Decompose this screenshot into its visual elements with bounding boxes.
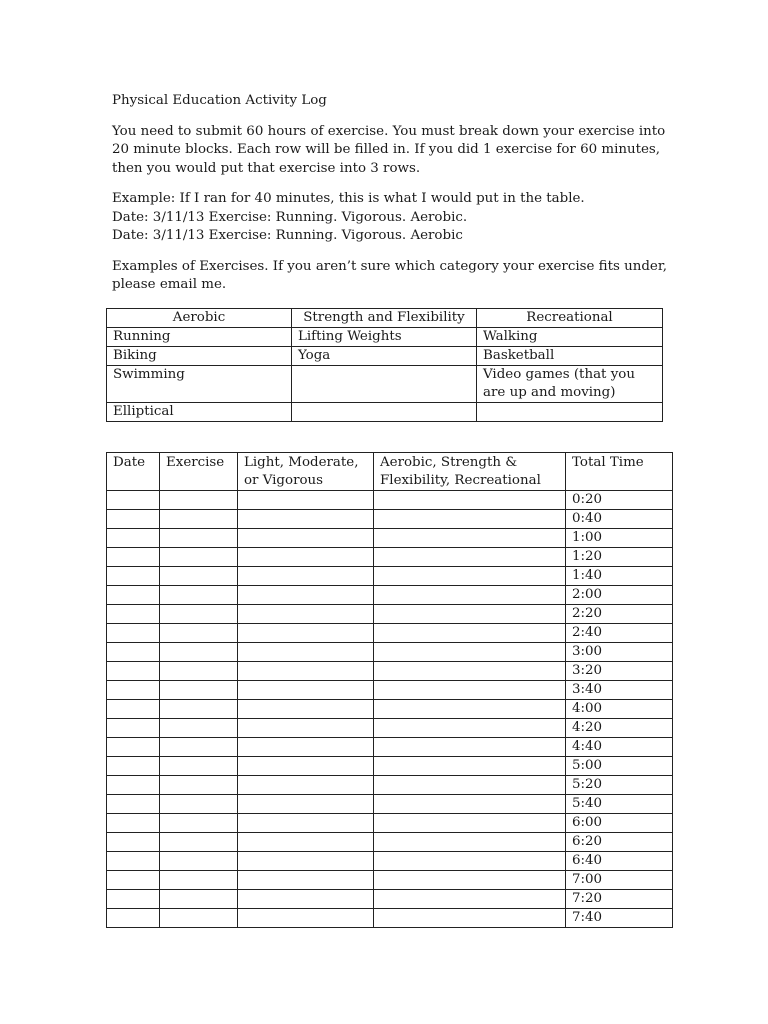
log-date-cell[interactable] — [107, 795, 160, 814]
category-cell: Walking — [477, 328, 663, 347]
category-cell: Biking — [107, 347, 292, 366]
log-exercise-cell[interactable] — [160, 757, 238, 776]
log-row — [107, 700, 673, 719]
log-intensity-cell[interactable] — [238, 548, 374, 567]
log-date-cell[interactable] — [107, 871, 160, 890]
categories-row — [107, 366, 663, 403]
log-total-time-cell: 2:40 — [566, 624, 673, 643]
category-cell — [292, 366, 477, 403]
log-total-time-cell: 2:00 — [566, 586, 673, 605]
log-date-cell[interactable] — [107, 529, 160, 548]
log-intensity-cell[interactable] — [238, 852, 374, 871]
log-date-cell[interactable] — [107, 852, 160, 871]
category-header-strength: Strength and Flexibility — [292, 309, 477, 328]
categories-row — [107, 328, 663, 347]
log-total-time-cell: 4:00 — [566, 700, 673, 719]
categories-row — [107, 347, 663, 366]
example-paragraph — [112, 190, 672, 246]
log-exercise-cell[interactable] — [160, 814, 238, 833]
log-body — [107, 491, 673, 928]
log-category-cell[interactable] — [374, 719, 566, 738]
log-exercise-cell[interactable] — [160, 909, 238, 928]
log-date-cell[interactable] — [107, 510, 160, 529]
example-line: Date: 3/11/13 Exercise: Running. Vigorous. Aerobic. — [112, 209, 468, 225]
log-total-time-cell: 7:20 — [566, 890, 673, 909]
log-exercise-cell[interactable] — [160, 871, 238, 890]
log-header-category: Aerobic, Strength & Flexibility, Recreational — [374, 453, 566, 491]
log-intensity-cell[interactable] — [238, 738, 374, 757]
log-header-date: Date — [107, 453, 160, 491]
log-total-time-cell: 5:40 — [566, 795, 673, 814]
instructions-line: then you would put that exercise into 3 rows. — [112, 160, 421, 176]
log-row — [107, 586, 673, 605]
log-date-cell[interactable] — [107, 814, 160, 833]
log-row — [107, 662, 673, 681]
category-cell: Lifting Weights — [292, 328, 477, 347]
log-exercise-cell[interactable] — [160, 605, 238, 624]
log-total-time-cell: 5:20 — [566, 776, 673, 795]
log-intensity-cell[interactable] — [238, 871, 374, 890]
exercise-categories-table — [106, 308, 663, 422]
log-category-cell[interactable] — [374, 852, 566, 871]
log-date-cell[interactable] — [107, 605, 160, 624]
log-date-cell[interactable] — [107, 681, 160, 700]
log-intensity-cell[interactable] — [238, 776, 374, 795]
categories-row — [107, 403, 663, 422]
log-row — [107, 757, 673, 776]
log-category-cell[interactable] — [374, 529, 566, 548]
log-date-cell[interactable] — [107, 662, 160, 681]
activity-log-table — [106, 452, 673, 928]
log-exercise-cell[interactable] — [160, 643, 238, 662]
log-date-cell[interactable] — [107, 491, 160, 510]
log-category-cell[interactable] — [374, 890, 566, 909]
category-header-aerobic: Aerobic — [107, 309, 292, 328]
log-total-time-cell: 7:00 — [566, 871, 673, 890]
document-body — [112, 92, 672, 302]
log-row — [107, 510, 673, 529]
log-intensity-cell[interactable] — [238, 795, 374, 814]
log-row — [107, 548, 673, 567]
log-category-cell[interactable] — [374, 681, 566, 700]
log-exercise-cell[interactable] — [160, 624, 238, 643]
log-category-cell[interactable] — [374, 871, 566, 890]
category-cell — [292, 403, 477, 422]
log-row — [107, 814, 673, 833]
log-row — [107, 909, 673, 928]
log-total-time-cell: 1:40 — [566, 567, 673, 586]
log-total-time-cell: 3:00 — [566, 643, 673, 662]
instructions-line: You need to submit 60 hours of exercise. You must break down your exercise into — [112, 123, 666, 139]
categories-header-row — [107, 309, 663, 328]
log-row — [107, 795, 673, 814]
log-row — [107, 852, 673, 871]
log-row — [107, 776, 673, 795]
log-intensity-cell[interactable] — [238, 909, 374, 928]
category-cell: Running — [107, 328, 292, 347]
log-exercise-cell[interactable] — [160, 681, 238, 700]
log-total-time-cell: 6:00 — [566, 814, 673, 833]
instructions-paragraph — [112, 123, 672, 179]
log-total-time-cell: 3:40 — [566, 681, 673, 700]
category-cell: Basketball — [477, 347, 663, 366]
log-exercise-cell[interactable] — [160, 529, 238, 548]
log-category-cell[interactable] — [374, 605, 566, 624]
log-total-time-cell: 1:00 — [566, 529, 673, 548]
log-category-cell[interactable] — [374, 548, 566, 567]
log-category-cell[interactable] — [374, 814, 566, 833]
log-category-cell[interactable] — [374, 491, 566, 510]
log-category-cell[interactable] — [374, 586, 566, 605]
log-intensity-cell[interactable] — [238, 700, 374, 719]
category-cell: Yoga — [292, 347, 477, 366]
log-intensity-cell[interactable] — [238, 643, 374, 662]
log-category-cell[interactable] — [374, 833, 566, 852]
log-intensity-cell[interactable] — [238, 890, 374, 909]
log-header-exercise: Exercise — [160, 453, 238, 491]
log-row — [107, 529, 673, 548]
log-total-time-cell: 2:20 — [566, 605, 673, 624]
log-row — [107, 605, 673, 624]
log-row — [107, 719, 673, 738]
log-category-cell[interactable] — [374, 757, 566, 776]
log-total-time-cell: 3:20 — [566, 662, 673, 681]
log-intensity-cell[interactable] — [238, 491, 374, 510]
log-date-cell[interactable] — [107, 624, 160, 643]
log-exercise-cell[interactable] — [160, 510, 238, 529]
log-category-cell[interactable] — [374, 738, 566, 757]
log-intensity-cell[interactable] — [238, 814, 374, 833]
log-exercise-cell[interactable] — [160, 890, 238, 909]
log-exercise-cell[interactable] — [160, 700, 238, 719]
log-exercise-cell[interactable] — [160, 776, 238, 795]
category-cell: Video games (that you are up and moving) — [477, 366, 663, 403]
category-header-recreational: Recreational — [477, 309, 663, 328]
log-row — [107, 491, 673, 510]
log-total-time-cell: 0:40 — [566, 510, 673, 529]
log-exercise-cell[interactable] — [160, 852, 238, 871]
log-intensity-cell[interactable] — [238, 681, 374, 700]
log-date-cell[interactable] — [107, 700, 160, 719]
log-intensity-cell[interactable] — [238, 567, 374, 586]
example-line: Date: 3/11/13 Exercise: Running. Vigorous. Aerobic — [112, 228, 463, 243]
log-date-cell[interactable] — [107, 890, 160, 909]
log-exercise-cell[interactable] — [160, 795, 238, 814]
log-total-time-cell: 4:20 — [566, 719, 673, 738]
log-row — [107, 833, 673, 852]
category-cell: Swimming — [107, 366, 292, 403]
log-exercise-cell[interactable] — [160, 491, 238, 510]
log-category-cell[interactable] — [374, 643, 566, 662]
log-category-cell[interactable] — [374, 795, 566, 814]
category-cell: Elliptical — [107, 403, 292, 422]
log-date-cell[interactable] — [107, 643, 160, 662]
log-intensity-cell[interactable] — [238, 529, 374, 548]
log-category-cell[interactable] — [374, 776, 566, 795]
log-intensity-cell[interactable] — [238, 757, 374, 776]
log-total-time-cell: 0:20 — [566, 491, 673, 510]
log-row — [107, 871, 673, 890]
log-category-cell[interactable] — [374, 700, 566, 719]
log-date-cell[interactable] — [107, 548, 160, 567]
log-exercise-cell[interactable] — [160, 567, 238, 586]
log-intensity-cell[interactable] — [238, 586, 374, 605]
log-exercise-cell[interactable] — [160, 586, 238, 605]
log-row — [107, 738, 673, 757]
log-row — [107, 681, 673, 700]
log-date-cell[interactable] — [107, 719, 160, 738]
log-intensity-cell[interactable] — [238, 624, 374, 643]
example-line: Example: If I ran for 40 minutes, this is what I would put in the table. — [112, 191, 585, 206]
log-category-cell[interactable] — [374, 624, 566, 643]
examples-intro-line: Examples of Exercises. If you aren’t sure which category your exercise fits under, — [112, 258, 668, 274]
log-header-intensity: Light, Moderate, or Vigorous — [238, 453, 374, 491]
log-date-cell[interactable] — [107, 909, 160, 928]
log-exercise-cell[interactable] — [160, 662, 238, 681]
log-intensity-cell[interactable] — [238, 510, 374, 529]
instructions-line: 20 minute blocks. Each row will be filled in. If you did 1 exercise for 60 minutes, — [112, 142, 661, 157]
examples-intro-paragraph — [112, 258, 672, 295]
log-date-cell[interactable] — [107, 833, 160, 852]
log-total-time-cell: 5:00 — [566, 757, 673, 776]
log-exercise-cell[interactable] — [160, 833, 238, 852]
log-intensity-cell[interactable] — [238, 662, 374, 681]
log-total-time-cell: 4:40 — [566, 738, 673, 757]
log-total-time-cell: 7:40 — [566, 909, 673, 928]
log-intensity-cell[interactable] — [238, 719, 374, 738]
log-total-time-cell: 1:20 — [566, 548, 673, 567]
log-header-row — [107, 453, 673, 491]
log-category-cell[interactable] — [374, 510, 566, 529]
log-intensity-cell[interactable] — [238, 833, 374, 852]
log-date-cell[interactable] — [107, 776, 160, 795]
log-date-cell[interactable] — [107, 757, 160, 776]
log-date-cell[interactable] — [107, 567, 160, 586]
category-cell — [477, 403, 663, 422]
log-date-cell[interactable] — [107, 738, 160, 757]
log-total-time-cell: 6:20 — [566, 833, 673, 852]
log-row — [107, 890, 673, 909]
log-date-cell[interactable] — [107, 586, 160, 605]
log-category-cell[interactable] — [374, 662, 566, 681]
log-exercise-cell[interactable] — [160, 548, 238, 567]
log-category-cell[interactable] — [374, 909, 566, 928]
log-intensity-cell[interactable] — [238, 605, 374, 624]
document-title: Physical Education Activity Log — [112, 93, 327, 108]
log-total-time-cell: 6:40 — [566, 852, 673, 871]
log-row — [107, 624, 673, 643]
log-exercise-cell[interactable] — [160, 719, 238, 738]
log-header-total-time: Total Time — [566, 453, 673, 491]
log-row — [107, 567, 673, 586]
log-row — [107, 643, 673, 662]
log-exercise-cell[interactable] — [160, 738, 238, 757]
examples-intro-line: please email me. — [112, 277, 227, 292]
log-category-cell[interactable] — [374, 567, 566, 586]
